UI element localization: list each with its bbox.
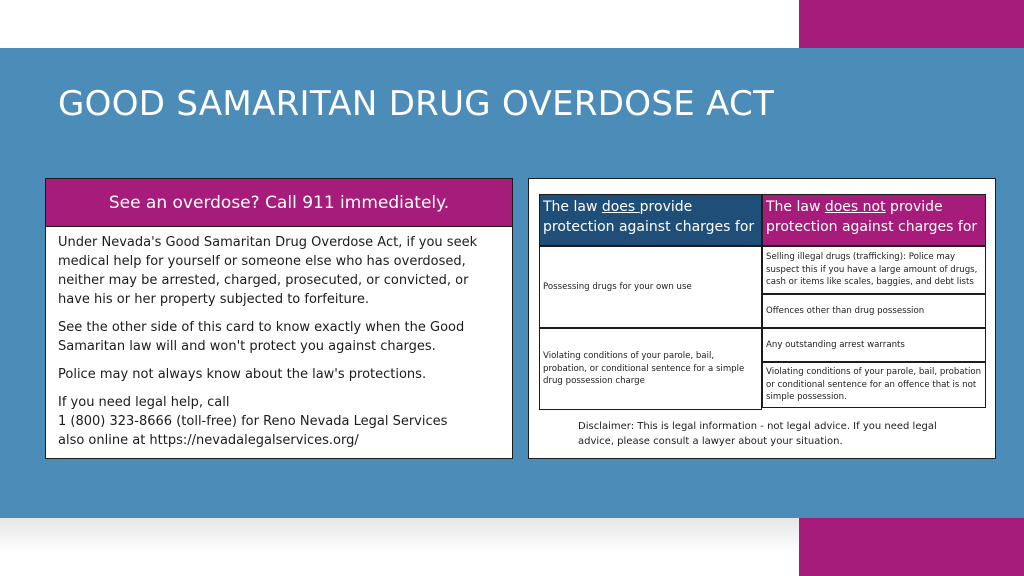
header-does-not-protect [762, 194, 986, 246]
header-text: The law [543, 199, 602, 215]
disclaimer: Disclaimer: This is legal information - not legal advice. If you need legal advice, please consult a lawyer about your situation. [578, 421, 937, 447]
paragraph-legal-help [58, 393, 500, 450]
info-card-body [46, 227, 512, 450]
does-not-item-other-offences: Offences other than drug possession [762, 294, 986, 328]
header-does-protect [539, 194, 762, 246]
does-item-possession: Possessing drugs for your own use [539, 246, 762, 328]
header-emphasis: does [601, 199, 640, 215]
info-card-header: See an overdose? Call 911 immediately. [46, 179, 512, 227]
paragraph-police-note: Police may not always know about the law's protections. [58, 367, 427, 382]
does-item-parole-violation: Violating conditions of your parole, bail, probation, or conditional sentence for a simple drug possession charge [539, 328, 762, 410]
does-not-item-trafficking: Selling illegal drugs (trafficking): Police may suspect this if you have a large amount of drugs, cash or items like scales, baggies, and debt lists [762, 246, 986, 294]
header-text: provide protection against charges for [766, 199, 978, 235]
paragraph-law-summary: Under Nevada's Good Samaritan Drug Overdose Act, if you seek medical help for yourself or someone else who has overdosed, neither may be arrested, charged, prosecuted, or convicted, or have his or her property subjected to forfeiture. [58, 235, 478, 307]
info-card [45, 178, 513, 459]
bottom-shadow [0, 518, 799, 576]
accent-bar-top [799, 0, 1024, 48]
header-text: provide protection against charges for [543, 199, 755, 235]
header-emphasis: does not [824, 199, 886, 215]
header-text: The law [766, 199, 825, 215]
paragraph-see-other-side: See the other side of this card to know exactly when the Good Samaritan law will and won't protect you against charges. [58, 320, 465, 354]
accent-bar-bottom [799, 518, 1024, 576]
does-not-item-parole-violation: Violating conditions of your parole, bail, probation or conditional sentence for an offence that is not simple possession. [762, 362, 986, 408]
legal-help-website: also online at https://nevadalegalservices.org/ [58, 433, 359, 448]
legal-help-line: If you need legal help, call [58, 395, 230, 410]
legal-help-phone: 1 (800) 323-8666 (toll-free) for Reno Nevada Legal Services [58, 414, 448, 429]
does-not-item-warrants: Any outstanding arrest warrants [762, 328, 986, 362]
protection-table-card [528, 178, 996, 459]
slide-title: GOOD SAMARITAN DRUG OVERDOSE ACT [58, 84, 775, 124]
